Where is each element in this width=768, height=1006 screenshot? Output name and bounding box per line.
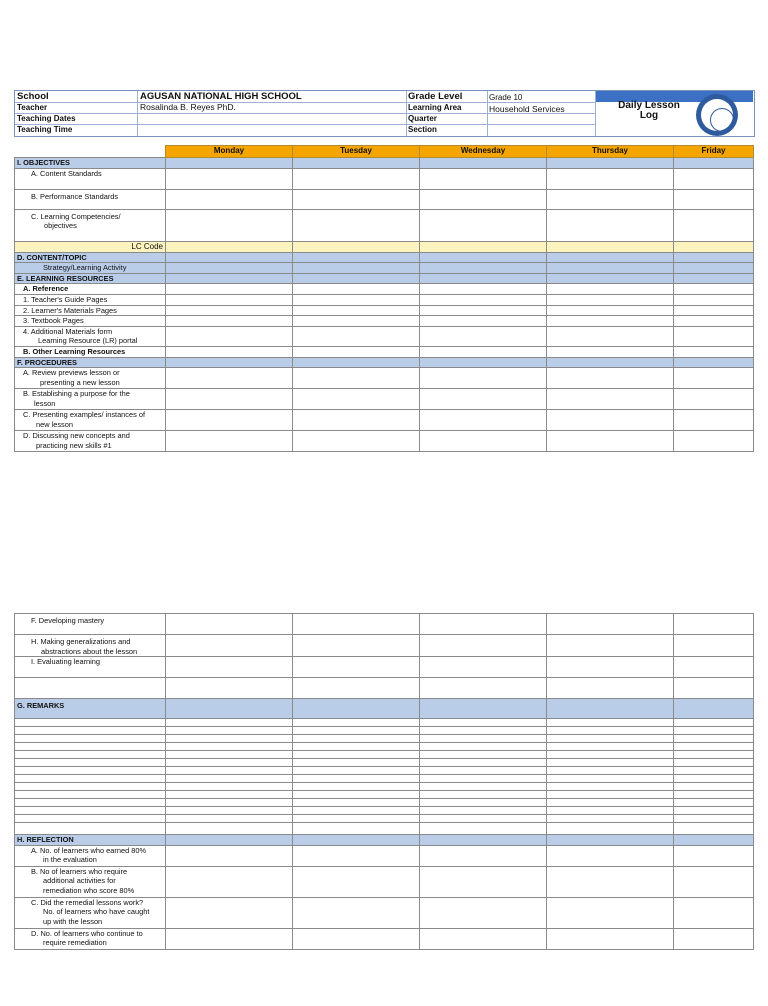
content-standards-label: A. Content Standards <box>15 168 166 189</box>
row-reflection-c <box>15 897 754 928</box>
reflection-b-label-3: remediation who score 80% <box>43 885 135 895</box>
row-reference <box>15 284 754 295</box>
row-competencies <box>15 209 754 241</box>
lesson-log-table-part1 <box>14 145 754 452</box>
generalizations-label: H. Making generalizations and <box>31 637 131 646</box>
teaching-dates-label: Teaching Dates <box>17 114 76 123</box>
reflection-a-label: A. No. of learners who earned 80% <box>31 845 147 855</box>
row-learning-resources <box>15 273 754 284</box>
row-mastery <box>15 614 754 635</box>
day-header-row <box>15 146 754 158</box>
reflection-d-label: D. No. of learners who continue to <box>31 928 143 938</box>
row-reflection-d <box>15 928 754 949</box>
reflection-d-label-2: require remediation <box>43 938 107 948</box>
day-monday: Monday <box>166 146 293 158</box>
row-performance-standards <box>15 189 754 209</box>
teaching-time-label: Teaching Time <box>17 125 73 134</box>
additional-materials-label-2: Learning Resource (LR) portal <box>38 336 138 346</box>
establishing-label-2: lesson <box>34 398 56 408</box>
performance-standards-label: B. Performance Standards <box>15 189 166 209</box>
evaluating-label: I. Evaluating learning <box>15 657 166 678</box>
row-reflection-b <box>15 866 754 897</box>
teachers-guide-label: 1. Teacher's Guide Pages <box>15 294 166 305</box>
row-evaluating <box>15 657 754 678</box>
competencies-label-2: objectives <box>44 221 77 231</box>
row-generalizations <box>15 635 754 657</box>
teacher-value: Rosalinda B. Reyes PhD. <box>140 102 236 112</box>
textbook-label: 3. Textbook Pages <box>15 316 166 327</box>
mastery-label: F. Developing mastery <box>15 614 166 635</box>
school-label: School <box>17 91 49 102</box>
grade-level-value: Grade 10 <box>489 93 523 102</box>
reflection-b-label: B. No of learners who require <box>31 866 128 876</box>
row-procedures <box>15 357 754 368</box>
other-resources-label: B. Other Learning Resources <box>15 346 166 357</box>
title-line-1: Daily Lesson <box>618 100 680 111</box>
row-other-resources <box>15 346 754 357</box>
competencies-label: C. Learning Competencies/ <box>31 211 121 221</box>
row-additional-materials <box>15 326 754 346</box>
discussing-label-2: practicing new skills #1 <box>36 440 112 450</box>
learning-resources-heading: E. LEARNING RESOURCES <box>15 273 166 284</box>
reflection-c-label-2: No. of learners who have caught <box>43 907 150 917</box>
reflection-a-label-2: in the evaluation <box>43 855 97 865</box>
document-title <box>604 101 694 121</box>
row-evaluating-space <box>15 678 754 699</box>
reflection-c-label-3: up with the lesson <box>43 916 103 926</box>
row-review <box>15 368 754 389</box>
row-presenting <box>15 410 754 431</box>
row-remarks <box>15 699 754 719</box>
day-thursday: Thursday <box>547 146 674 158</box>
school-value: AGUSAN NATIONAL HIGH SCHOOL <box>140 91 302 102</box>
reflection-b-label-2: additional activities for <box>43 876 116 886</box>
procedures-heading: F. PROCEDURES <box>15 357 166 368</box>
row-reflection-a <box>15 845 754 866</box>
additional-materials-label: 4. Additional Materials form <box>23 326 113 336</box>
row-discussing <box>15 431 754 452</box>
learners-materials-label: 2. Learner's Materials Pages <box>15 305 166 316</box>
review-label: A. Review previews lesson or <box>23 368 120 378</box>
objectives-heading: I. OBJECTIVES <box>15 158 166 169</box>
presenting-label-2: new lesson <box>36 419 73 429</box>
section-label: Section <box>408 125 437 134</box>
discussing-label: D. Discussing new concepts and <box>23 431 130 441</box>
row-teachers-guide <box>15 294 754 305</box>
presenting-label: C. Presenting examples/ instances of <box>23 410 146 420</box>
establishing-label: B. Establishing a purpose for the <box>23 389 130 399</box>
lc-code-label: LC Code <box>15 241 166 252</box>
learning-area-label: Learning Area <box>408 103 462 112</box>
quarter-label: Quarter <box>408 114 437 123</box>
school-seal-icon <box>696 94 738 136</box>
row-textbook <box>15 316 754 327</box>
day-wednesday: Wednesday <box>420 146 547 158</box>
row-learners-materials <box>15 305 754 316</box>
strategy-label: Strategy/Learning Activity <box>15 263 166 274</box>
content-topic-heading: D. CONTENT/TOPIC <box>15 252 166 263</box>
row-content-standards <box>15 168 754 189</box>
day-tuesday: Tuesday <box>293 146 420 158</box>
row-lc-code <box>15 241 754 252</box>
learning-area-value: Household Services <box>489 104 565 114</box>
row-content-topic <box>15 252 754 263</box>
row-reflection <box>15 835 754 846</box>
title-line-2: Log <box>639 110 659 121</box>
teacher-label: Teacher <box>17 103 48 112</box>
reflection-c-label: C. Did the remedial lessons work? <box>31 897 144 907</box>
review-label-2: presenting a new lesson <box>40 377 120 387</box>
remarks-heading: G. REMARKS <box>15 699 166 719</box>
reference-label: A. Reference <box>15 284 166 295</box>
day-friday: Friday <box>674 146 754 158</box>
row-objectives <box>15 158 754 169</box>
reflection-heading: H. REFLECTION <box>15 835 166 846</box>
lesson-log-table-part2 <box>14 613 754 950</box>
generalizations-label-2: abstractions about the lesson <box>41 646 138 656</box>
grade-level-label: Grade Level <box>408 91 463 102</box>
row-establishing <box>15 389 754 410</box>
row-strategy <box>15 263 754 274</box>
